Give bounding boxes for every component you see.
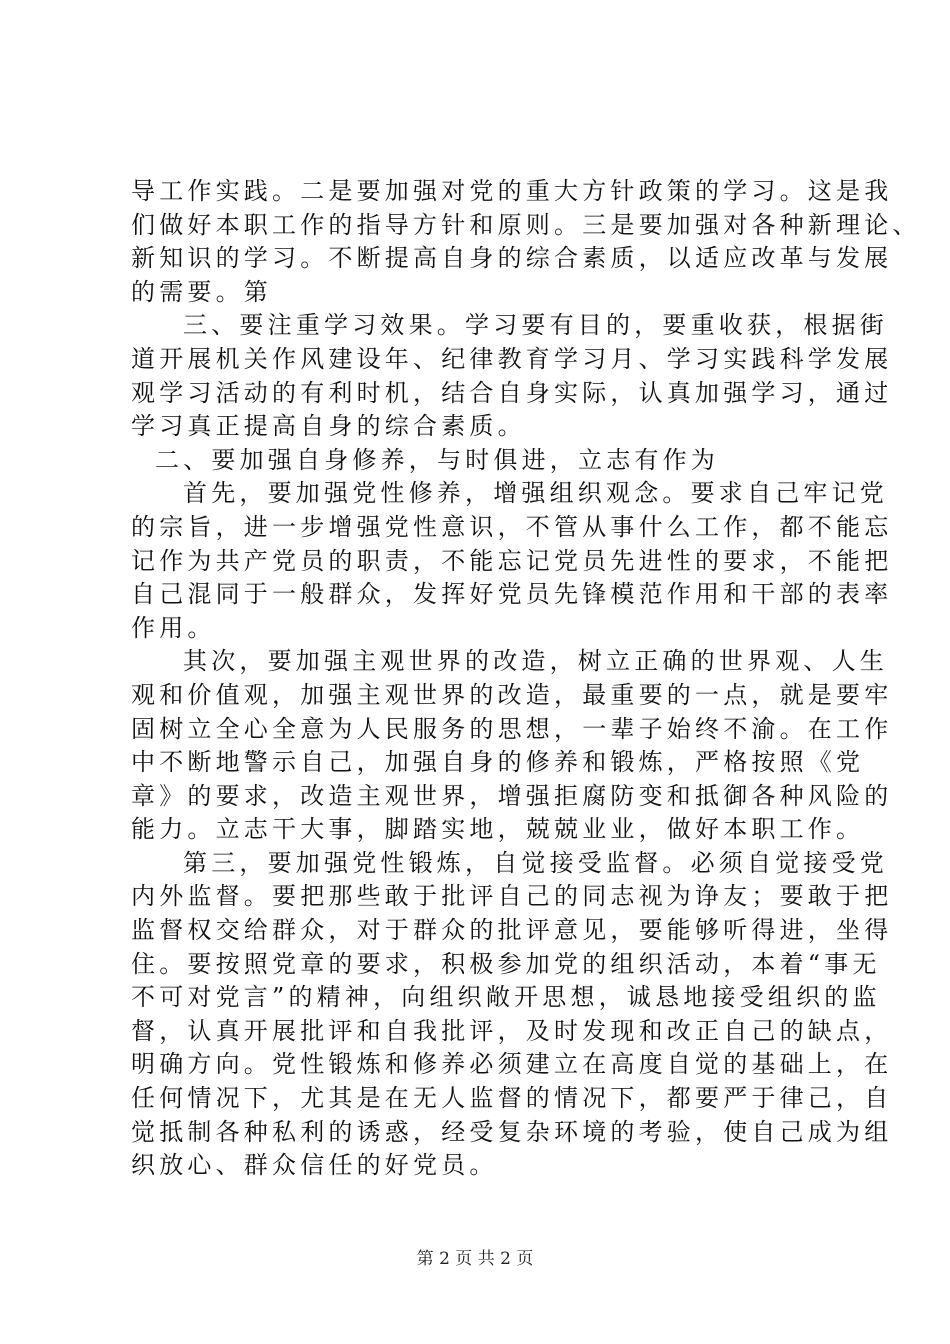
paragraph-line: 其次，要加强主观世界的改造，树立正确的世界观、人生 [183, 647, 888, 676]
document-body [131, 175, 921, 1183]
paragraph-line: 观学习活动的有利时机，结合自身实际，认真加强学习，通过 [131, 378, 893, 407]
paragraph-line: 监督权交给群众，对于群众的批评意见，要能够听得进，坐得 [131, 916, 893, 945]
page-number-label: 第 2 页 共 2 页 [416, 1249, 534, 1269]
paragraph-line: 观和价值观，加强主观世界的改造，最重要的一点，就是要牢 [131, 680, 893, 709]
paragraph-line: 督，认真开展批评和自我批评，及时发现和改正自己的缺点， [131, 1016, 893, 1045]
paragraph-line: 内外监督。要把那些敢于批评自己的同志视为诤友；要敢于把 [131, 882, 893, 911]
paragraph-line: 固树立全心全意为人民服务的思想，一辈子始终不渝。在工作 [131, 714, 893, 743]
paragraph-line: 住。要按照党章的要求，积极参加党的组织活动，本着“事无 [131, 949, 881, 978]
paragraph-line: 作用。 [131, 613, 216, 642]
paragraph-line: 导工作实践。二是要加强对党的重大方针政策的学习。这是我 [131, 177, 893, 205]
paragraph-line: 明确方向。党性锻炼和修养必须建立在高度自觉的基础上，在 [131, 1050, 893, 1079]
paragraph-line: 三、要注重学习效果。学习要有目的，要重收获，根据街 [183, 311, 888, 340]
paragraph-line: 能力。立志干大事，脚踏实地，兢兢业业，做好本职工作。 [131, 815, 865, 844]
paragraph-line: 的需要。第 [131, 277, 272, 306]
paragraph-line: 不可对党言”的精神，向组织敞开思想，诚恳地接受组织的监 [131, 983, 881, 1012]
paragraph-line: 织放心、群众信任的好党员。 [131, 1151, 498, 1180]
paragraph-line: 自己混同于一般群众，发挥好党员先锋模范作用和干部的表率 [131, 580, 893, 609]
paragraph-line: 首先，要加强党性修养，增强组织观念。要求自己牢记党 [183, 479, 888, 508]
section-heading: 二、要加强自身修养，与时俱进，立志有作为 [155, 445, 719, 474]
paragraph-line: 学习真正提高自身的综合素质。 [131, 412, 526, 441]
paragraph-line: 道开展机关作风建设年、纪律教育学习月、学习实践科学发展 [131, 344, 893, 373]
paragraph-line: 记作为共产党员的职责，不能忘记党员先进性的要求，不能把 [131, 546, 893, 575]
paragraph-line: 任何情况下，尤其是在无人监督的情况下，都要严于律己，自 [131, 1084, 893, 1113]
paragraph-line: 们做好本职工作的指导方针和原则。三是要加强对各种新理论、 [131, 210, 921, 239]
paragraph-line: 的宗旨，进一步增强党性意识，不管从事什么工作，都不能忘 [131, 512, 893, 541]
paragraph-line: 觉抵制各种私利的诱惑，经受复杂环境的考验，使自己成为组 [131, 1117, 893, 1146]
paragraph-line: 中不断地警示自己，加强自身的修养和锻炼，严格按照《党 [131, 748, 865, 777]
paragraph-line: 新知识的学习。不断提高自身的综合素质，以适应改革与发展 [131, 244, 893, 273]
page-footer [0, 1244, 950, 1269]
paragraph-line: 章》的要求，改造主观世界，增强拒腐防变和抵御各种风险的 [131, 781, 893, 810]
paragraph-line: 第三，要加强党性锻炼，自觉接受监督。必须自觉接受党 [183, 848, 888, 877]
